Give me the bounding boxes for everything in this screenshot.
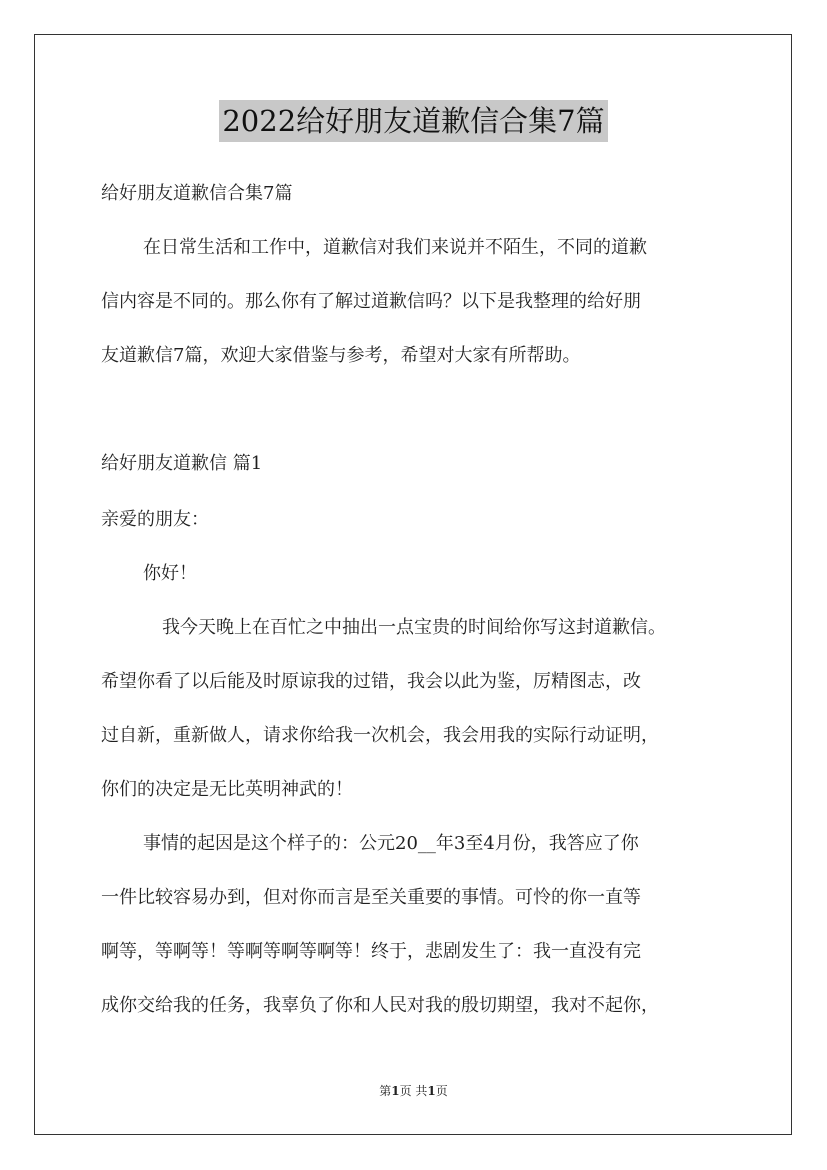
- paragraph-line: 过自新，重新做人，请求你给我一次机会，我会用我的实际行动证明，: [101, 725, 659, 746]
- paragraph-line: 啊等，等啊等！等啊等啊等啊等！终于，悲剧发生了：我一直没有完: [101, 941, 641, 962]
- subtitle-line: 给好朋友道歉信合集7篇: [101, 183, 293, 204]
- title-container: [0, 100, 827, 142]
- footer-page-number: 1: [391, 1084, 400, 1098]
- paragraph-line: 希望你看了以后能及时原谅我的过错，我会以此为鉴，厉精图志，改: [101, 671, 641, 692]
- paragraph-line: 成你交给我的任务，我辜负了你和人民对我的殷切期望，我对不起你，: [101, 995, 659, 1016]
- paragraph-line: 你们的决定是无比英明神武的！: [101, 779, 353, 800]
- paragraph-line: 事情的起因是这个样子的：公元20__年3至4月份，我答应了你: [143, 833, 639, 854]
- paragraph-line: 我今天晚上在百忙之中抽出一点宝贵的时间给你写这封道歉信。: [162, 617, 666, 638]
- salutation: 亲爱的朋友：: [101, 509, 209, 530]
- footer-total-pages: 1: [427, 1084, 436, 1098]
- section-heading: 给好朋友道歉信 篇1: [101, 453, 263, 474]
- greeting: 你好！: [143, 563, 197, 584]
- paragraph-line: 在日常生活和工作中，道歉信对我们来说并不陌生，不同的道歉: [143, 237, 647, 258]
- footer-middle: 页 共: [399, 1084, 428, 1098]
- page-footer: [0, 1083, 827, 1099]
- footer-prefix: 第: [379, 1084, 392, 1098]
- document-title: 2022给好朋友道歉信合集7篇: [219, 100, 607, 142]
- paragraph-line: 一件比较容易办到，但对你而言是至关重要的事情。可怜的你一直等: [101, 887, 641, 908]
- paragraph-line: 信内容是不同的。那么你有了解过道歉信吗？以下是我整理的给好朋: [101, 291, 641, 312]
- paragraph-line: 友道歉信7篇，欢迎大家借鉴与参考，希望对大家有所帮助。: [101, 345, 581, 366]
- footer-suffix: 页: [435, 1084, 448, 1098]
